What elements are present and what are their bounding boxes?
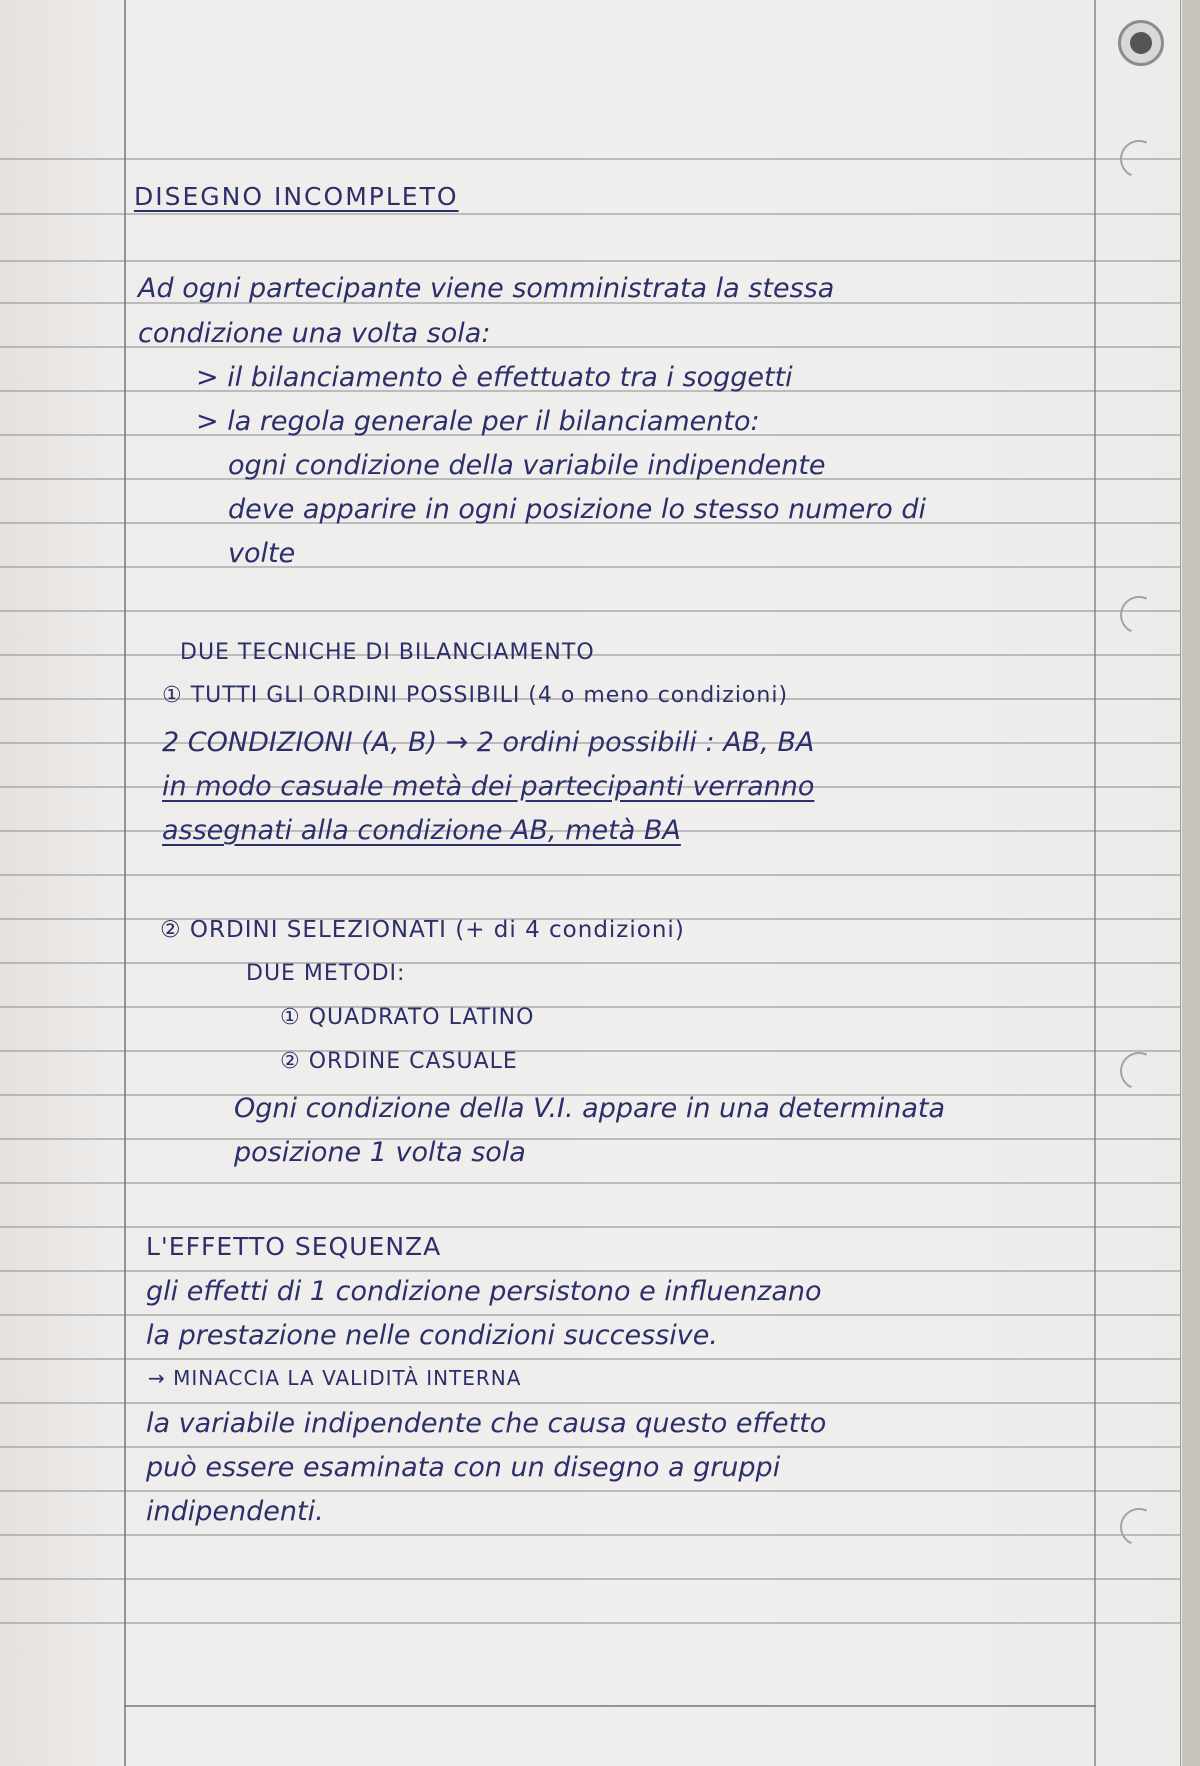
technique-2: ② ORDINI SELEZIONATI (+ di 4 condizioni) — [160, 917, 685, 943]
ruled-line — [0, 1006, 1180, 1008]
ruled-line — [0, 566, 1180, 568]
technique-1: ① TUTTI GLI ORDINI POSSIBILI (4 o meno condizioni) — [162, 683, 789, 708]
intro-line-2: condizione una volta sola: — [138, 318, 491, 349]
technique-1-line-3: assegnati alla condizione AB, metà BA — [162, 815, 681, 846]
method-2: ② ORDINE CASUALE — [280, 1049, 518, 1074]
ruled-line — [0, 962, 1180, 964]
rule-line-3: volte — [228, 538, 296, 569]
bottom-margin-line — [124, 1705, 1096, 1707]
sequence-heading: L'EFFETTO SEQUENZA — [146, 1232, 442, 1261]
ruled-line — [0, 1050, 1180, 1052]
ruled-line — [0, 1578, 1180, 1580]
ruled-line — [0, 1534, 1180, 1536]
ruled-line — [0, 1358, 1180, 1360]
rule-line-2: deve apparire in ogni posizione lo stesso numero di — [228, 494, 927, 525]
sequence-line-5: può essere esaminata con un disegno a gruppi — [146, 1452, 781, 1483]
method-1: ① QUADRATO LATINO — [280, 1005, 535, 1030]
desk-background — [1182, 0, 1200, 1766]
ruled-line — [0, 1226, 1180, 1228]
technique-2-line-1: Ogni condizione della V.I. appare in una determinata — [234, 1093, 946, 1124]
intro-bullet-1: > il bilanciamento è effettuato tra i soggetti — [196, 362, 793, 393]
sequence-line-3: → MINACCIA LA VALIDITÀ INTERNA — [148, 1366, 522, 1390]
technique-1-line-1: 2 CONDIZIONI (A, B) → 2 ordini possibili : AB, BA — [162, 727, 815, 758]
ruled-line — [0, 874, 1180, 876]
technique-2-line-2: posizione 1 volta sola — [234, 1137, 526, 1168]
ruled-line — [0, 1270, 1180, 1272]
rule-line-1: ogni condizione della variabile indipendente — [228, 450, 826, 481]
page-edge — [1180, 0, 1181, 1766]
methods-heading: DUE METODI: — [246, 961, 406, 986]
ruled-line — [0, 213, 1180, 215]
ruled-line — [0, 1182, 1180, 1184]
punch-hole — [1115, 135, 1164, 184]
intro-line-1: Ad ogni partecipante viene somministrata la stessa — [138, 273, 835, 304]
page-title: DISEGNO INCOMPLETO — [134, 182, 459, 211]
sequence-line-1: gli effetti di 1 condizione persistono e influenzano — [146, 1276, 822, 1307]
ruled-line — [0, 1490, 1180, 1492]
punch-hole — [1115, 1047, 1164, 1096]
techniques-heading: DUE TECNICHE DI BILANCIAMENTO — [180, 640, 595, 665]
binder-grommet — [1118, 20, 1164, 66]
punch-hole — [1115, 1503, 1164, 1552]
sequence-line-2: la prestazione nelle condizioni successive. — [146, 1320, 718, 1351]
technique-1-line-2: in modo casuale metà dei partecipanti verranno — [162, 771, 815, 802]
right-margin-line — [1094, 0, 1096, 1766]
sequence-line-6: indipendenti. — [146, 1496, 324, 1527]
ruled-line — [0, 1402, 1180, 1404]
punch-hole — [1115, 591, 1164, 640]
ruled-line — [0, 1138, 1180, 1140]
ruled-line — [0, 1622, 1180, 1624]
ruled-line — [0, 1314, 1180, 1316]
intro-bullet-2: > la regola generale per il bilanciamento: — [196, 406, 760, 437]
left-margin-line — [124, 0, 126, 1766]
ruled-line — [0, 158, 1180, 160]
ruled-line — [0, 610, 1180, 612]
ruled-line — [0, 1446, 1180, 1448]
ruled-line — [0, 260, 1180, 262]
sequence-line-4: la variabile indipendente che causa questo effetto — [146, 1408, 827, 1439]
